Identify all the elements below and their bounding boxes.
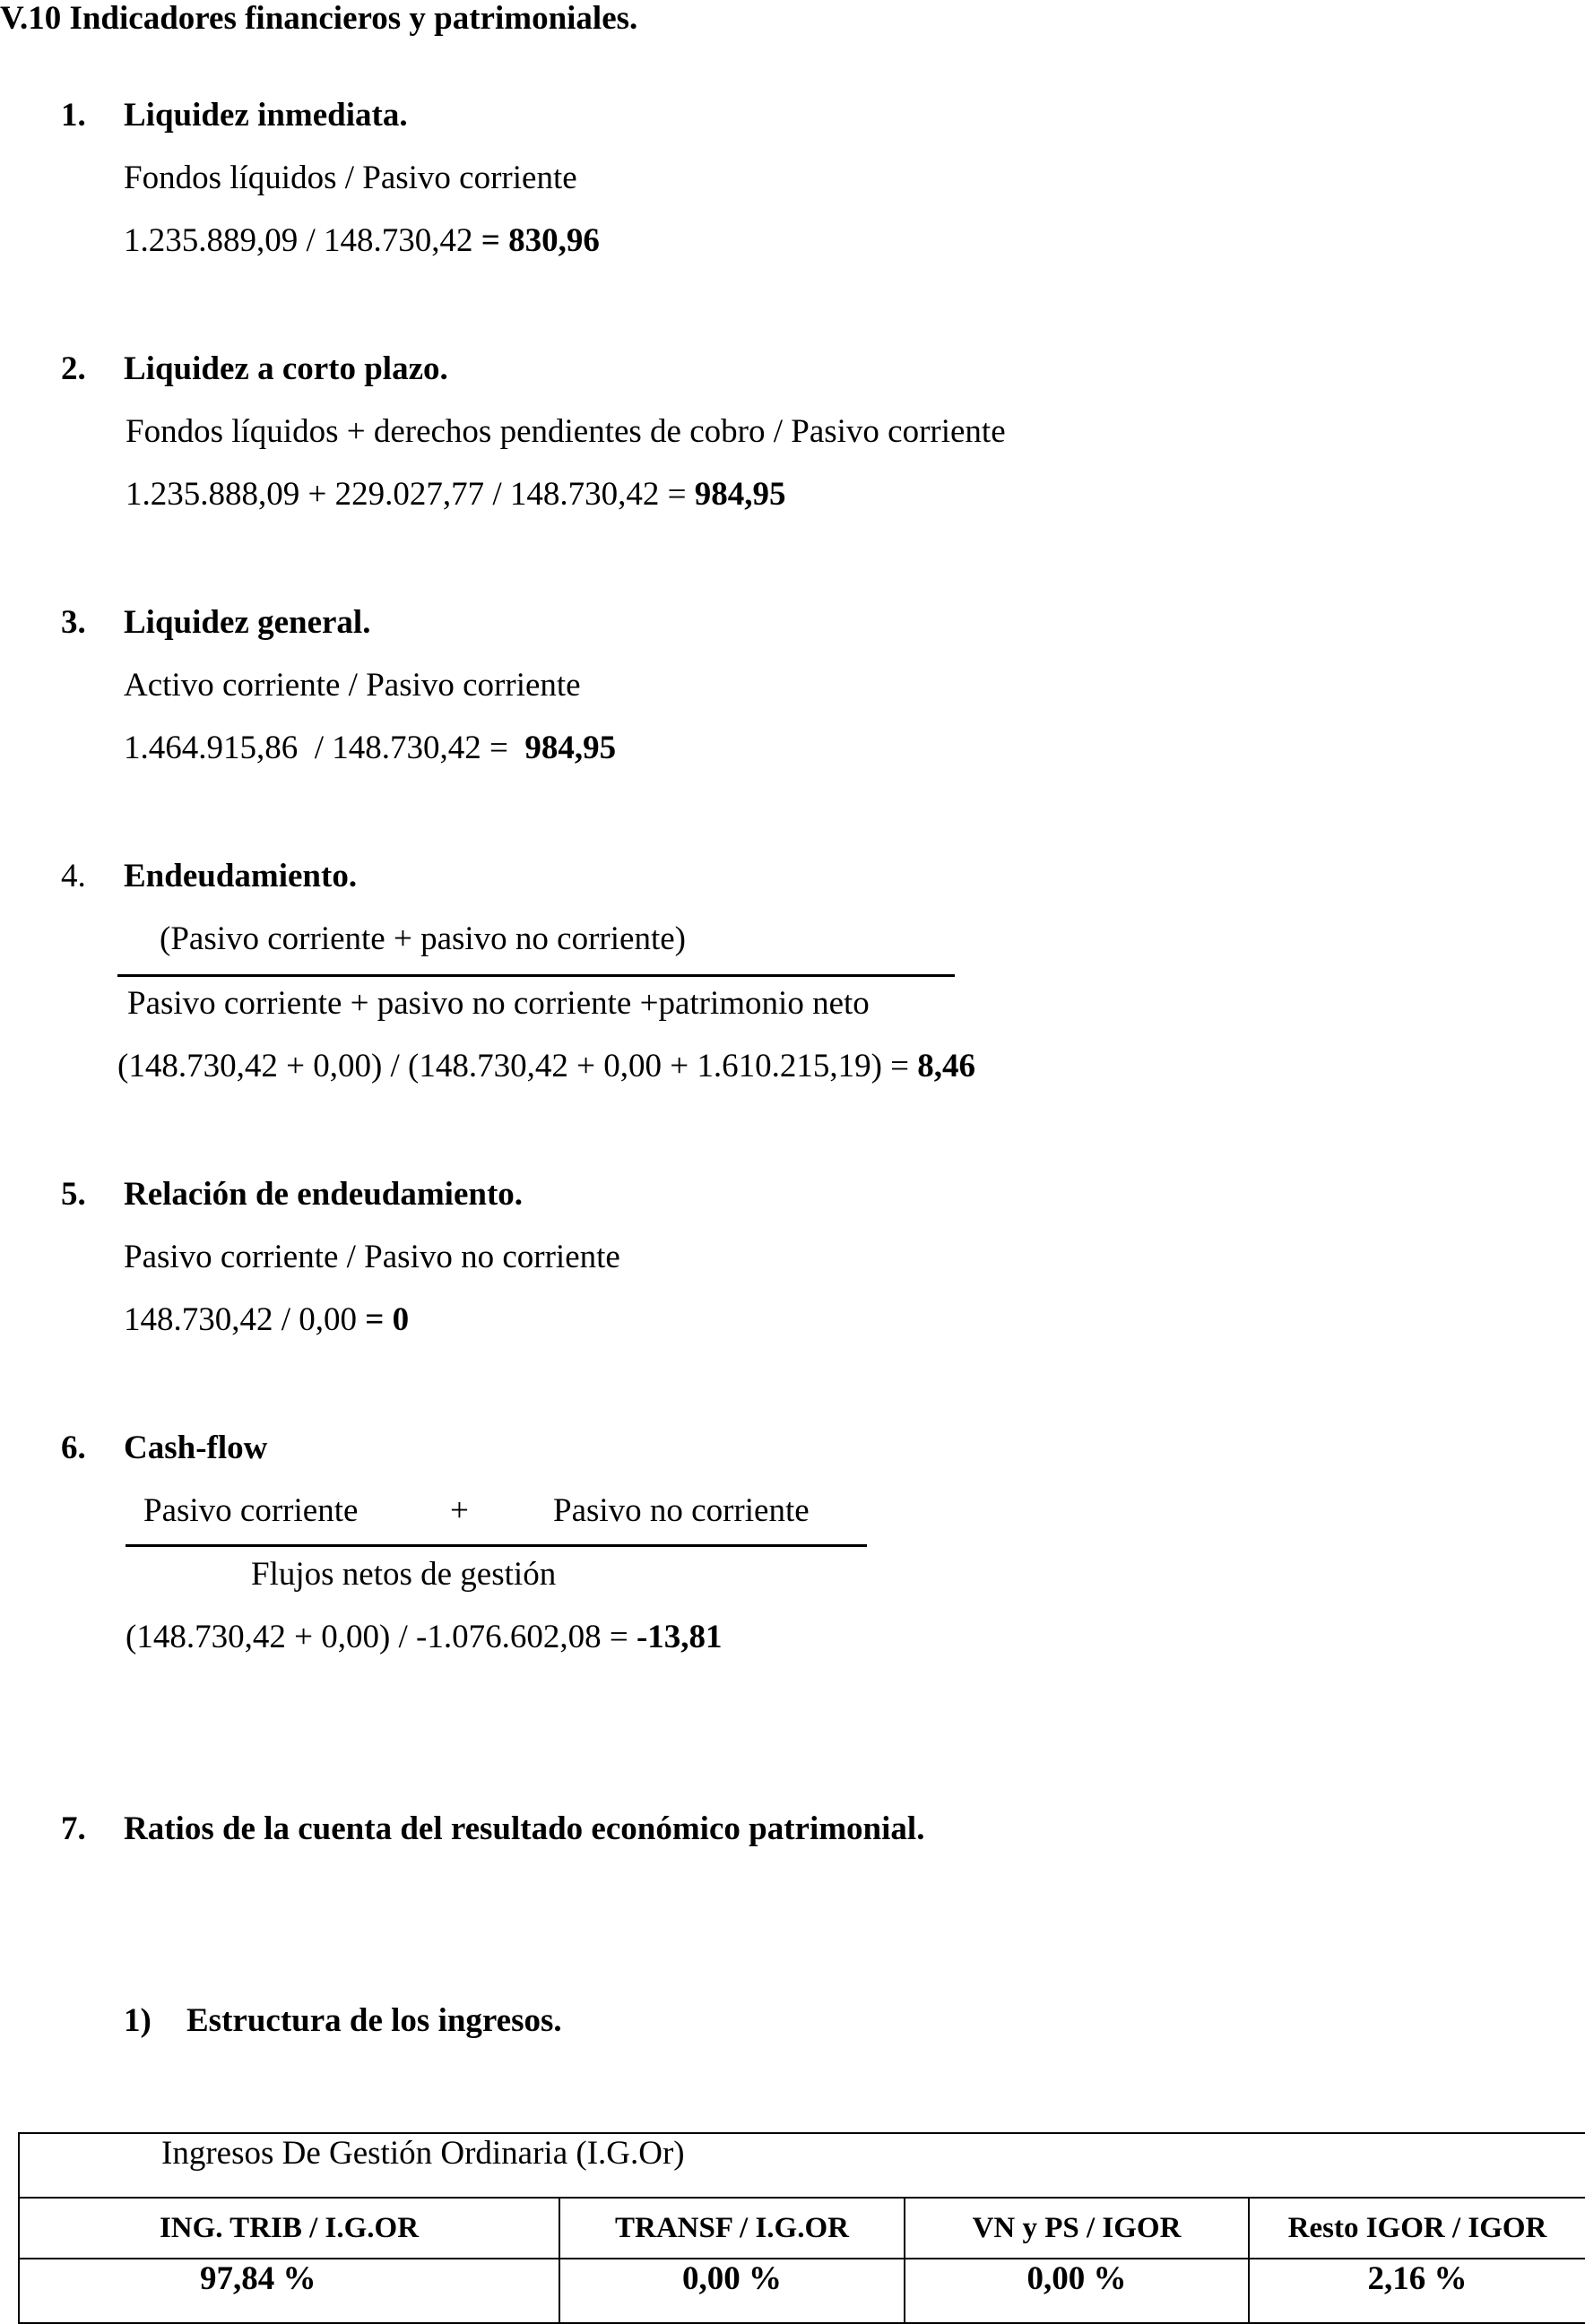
item-4-fraction-bar bbox=[117, 974, 955, 977]
income-structure-table bbox=[18, 2132, 1585, 2324]
item-6-result: -13,81 bbox=[636, 1619, 723, 1655]
item-5-number: 5. bbox=[61, 1176, 86, 1213]
table-caption-row bbox=[19, 2133, 1585, 2198]
item-2-formula: Fondos líquidos + derechos pendientes de cobro / Pasivo corriente bbox=[126, 413, 1006, 450]
item-1-title: Liquidez inmediata. bbox=[124, 97, 408, 134]
item-3-calc: 1.464.915,86 / 148.730,42 = bbox=[124, 730, 525, 766]
item-3-number: 3. bbox=[61, 604, 86, 641]
item-1-calculation bbox=[124, 224, 600, 257]
item-6-calculation bbox=[126, 1620, 723, 1654]
item-2-calculation bbox=[126, 478, 786, 511]
table-cell: 97,84 % bbox=[19, 2259, 559, 2323]
item-5-calculation bbox=[124, 1303, 409, 1336]
item-4-numerator: (Pasivo corriente + pasivo no corriente) bbox=[160, 920, 686, 957]
item-3-calculation bbox=[124, 731, 616, 765]
item-4-result: 8,46 bbox=[917, 1048, 976, 1084]
item-4-calculation bbox=[117, 1050, 975, 1083]
item-2-title: Liquidez a corto plazo. bbox=[124, 350, 448, 387]
item-5-calc: 148.730,42 / 0,00 bbox=[124, 1301, 366, 1338]
item-4-title: Endeudamiento. bbox=[124, 858, 358, 894]
subsection-title: Estructura de los ingresos. bbox=[186, 2002, 562, 2039]
item-1-number: 1. bbox=[61, 97, 86, 134]
item-3-result: 984,95 bbox=[524, 730, 617, 766]
item-6-numerator-left: Pasivo corriente bbox=[143, 1492, 359, 1529]
item-7-title: Ratios de la cuenta del resultado económico patrimonial. bbox=[124, 1810, 925, 1847]
table-header-cell: ING. TRIB / I.G.OR bbox=[19, 2198, 559, 2259]
table-header-cell: TRANSF / I.G.OR bbox=[559, 2198, 905, 2259]
item-4-denominator: Pasivo corriente + pasivo no corriente +patrimonio neto bbox=[127, 985, 870, 1022]
section-title: V.10 Indicadores financieros y patrimoniales. bbox=[0, 0, 638, 37]
table-cell: 0,00 % bbox=[559, 2259, 905, 2323]
table-row bbox=[19, 2259, 1585, 2323]
item-4-calc: (148.730,42 + 0,00) / (148.730,42 + 0,00 + 1.610.215,19) = bbox=[117, 1048, 918, 1084]
table-header-cell: VN y PS / IGOR bbox=[905, 2198, 1249, 2259]
item-1-calc: 1.235.889,09 / 148.730,42 bbox=[124, 222, 481, 259]
item-6-numerator-plus: + bbox=[450, 1492, 469, 1529]
item-6-title: Cash-flow bbox=[124, 1430, 268, 1466]
item-6-denominator: Flujos netos de gestión bbox=[251, 1556, 557, 1593]
item-2-calc: 1.235.888,09 + 229.027,77 / 148.730,42 = bbox=[126, 476, 695, 513]
table-caption: Ingresos De Gestión Ordinaria (I.G.Or) bbox=[19, 2133, 1585, 2198]
item-3-formula: Activo corriente / Pasivo corriente bbox=[124, 667, 581, 704]
item-1-formula: Fondos líquidos / Pasivo corriente bbox=[124, 160, 577, 196]
table-header-row bbox=[19, 2198, 1585, 2259]
item-7-number: 7. bbox=[61, 1810, 86, 1847]
item-4-number: 4. bbox=[61, 858, 86, 894]
table-cell: 0,00 % bbox=[905, 2259, 1249, 2323]
item-2-result: 984,95 bbox=[694, 476, 786, 513]
item-5-result: = 0 bbox=[365, 1301, 410, 1338]
item-1-result: = 830,96 bbox=[481, 222, 600, 259]
item-6-numerator-right: Pasivo no corriente bbox=[553, 1492, 810, 1529]
table-cell: 2,16 % bbox=[1249, 2259, 1585, 2323]
table-header-cell: Resto IGOR / IGOR bbox=[1249, 2198, 1585, 2259]
item-2-number: 2. bbox=[61, 350, 86, 387]
item-5-formula: Pasivo corriente / Pasivo no corriente bbox=[124, 1239, 620, 1275]
item-3-title: Liquidez general. bbox=[124, 604, 371, 641]
item-5-title: Relación de endeudamiento. bbox=[124, 1176, 524, 1213]
subsection-number: 1) bbox=[124, 2002, 152, 2039]
item-6-fraction-bar bbox=[126, 1544, 867, 1547]
item-6-number: 6. bbox=[61, 1430, 86, 1466]
item-6-calc: (148.730,42 + 0,00) / -1.076.602,08 = bbox=[126, 1619, 637, 1655]
